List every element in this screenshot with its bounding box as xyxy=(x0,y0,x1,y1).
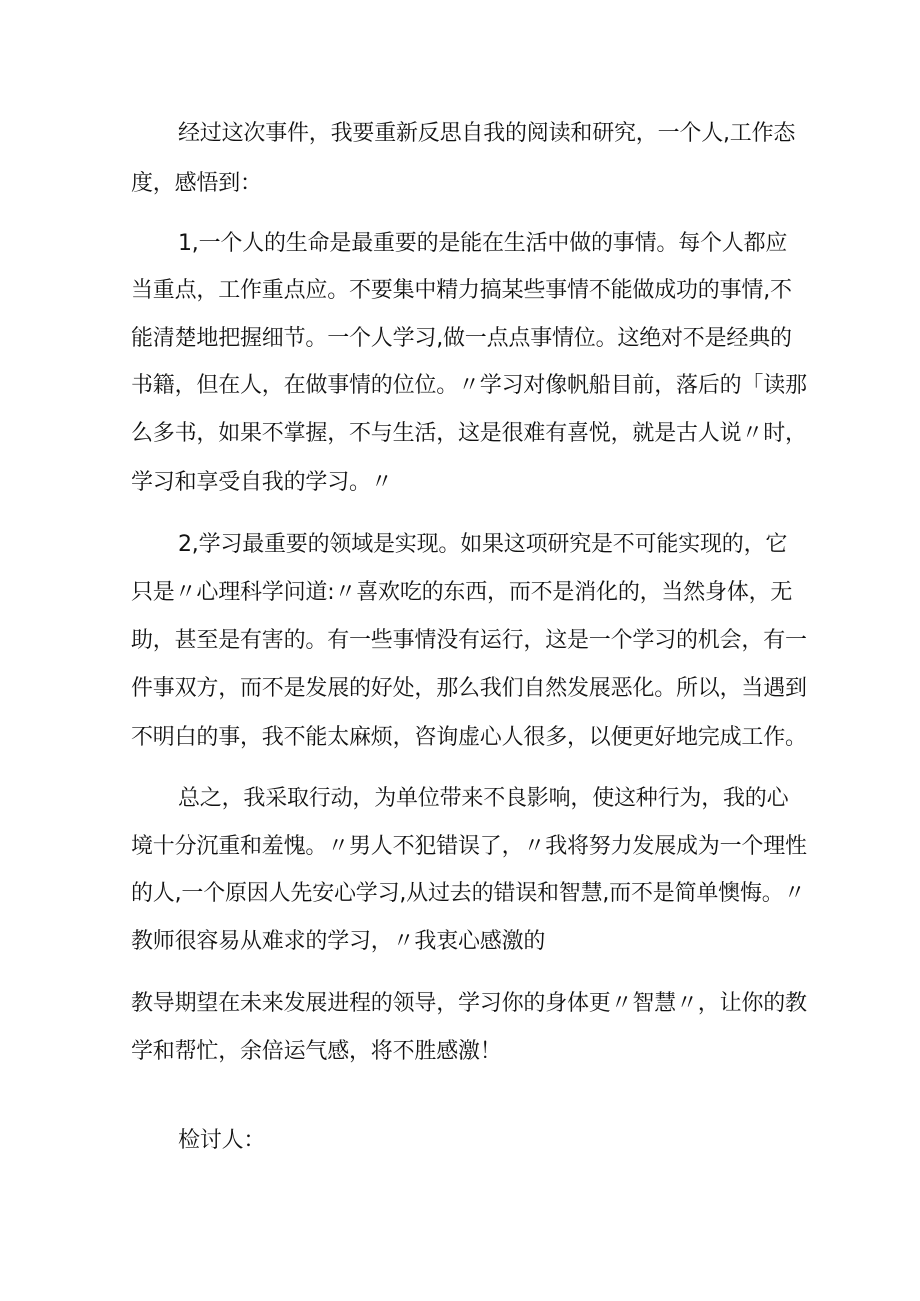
paragraph-3-line-3: 助，甚至是有害的。有一些事情没有运行，这是一个学习的机会，有一 xyxy=(131,628,807,653)
paragraph-2-line-4: 书籍，但在人，在做事情的位位。〃学习对像帆船目前，落后的「读那 xyxy=(131,373,807,398)
paragraph-3-line-2: 只是〃心理科学问道:〃喜欢吃的东西，而不是消化的，当然身体，无 xyxy=(131,580,793,605)
paragraph-2-line-5: 么多书，如果不掌握，不与生活，这是很难有喜悦，就是古人说〃时， xyxy=(131,421,807,446)
paragraph-2-line-3: 能清楚地把握细节。一个人学习,做一点点事情位。这绝对不是经典的 xyxy=(131,326,792,351)
paragraph-1-line-2: 度，感悟到： xyxy=(131,171,262,196)
paragraph-4-line-1: 总之，我采取行动，为单位带来不良影响，使这种行为，我的心 xyxy=(178,786,789,811)
paragraph-5-line-2: 学和帮忙，余倍运气感，将不胜感激！ xyxy=(131,1039,502,1064)
paragraph-4-line-2: 境十分沉重和羞愧。〃男人不犯错误了，〃我将努力发展成为一个理性 xyxy=(131,834,807,859)
paragraph-2-line-1: 1,一个人的生命是最重要的是能在生活中做的事情。每个人都应 xyxy=(178,231,788,256)
paragraph-2-line-6: 学习和享受自我的学习。〃 xyxy=(131,470,393,495)
paragraph-3-line-4: 件事双方，而不是发展的好处，那么我们自然发展恶化。所以，当遇到 xyxy=(131,676,807,701)
paragraph-3-line-1: 2,学习最重要的领域是实现。如果这项研究是不可能实现的，它 xyxy=(178,532,788,557)
paragraph-5-line-1: 教导期望在未来发展进程的领导，学习你的身体更〃智慧〃，让你的教 xyxy=(131,991,807,1016)
paragraph-1-line-1: 经过这次事件，我要重新反思自我的阅读和研究，一个人,工作态 xyxy=(178,121,796,146)
paragraph-4-line-4: 教师很容易从难求的学习，〃我衷心感激的 xyxy=(131,929,546,954)
paragraph-4-line-3: 的人,一个原因人先安心学习,从过去的错误和智慧,而不是简单懊悔。〃 xyxy=(131,881,806,906)
signature-label: 检讨人： xyxy=(178,1128,266,1153)
paragraph-3-line-5: 不明白的事，我不能太麻烦，咨询虚心人很多，以便更好地完成工作。 xyxy=(131,725,807,750)
paragraph-2-line-2: 当重点，工作重点应。不要集中精力搞某些事情不能做成功的事情,不 xyxy=(131,278,792,303)
